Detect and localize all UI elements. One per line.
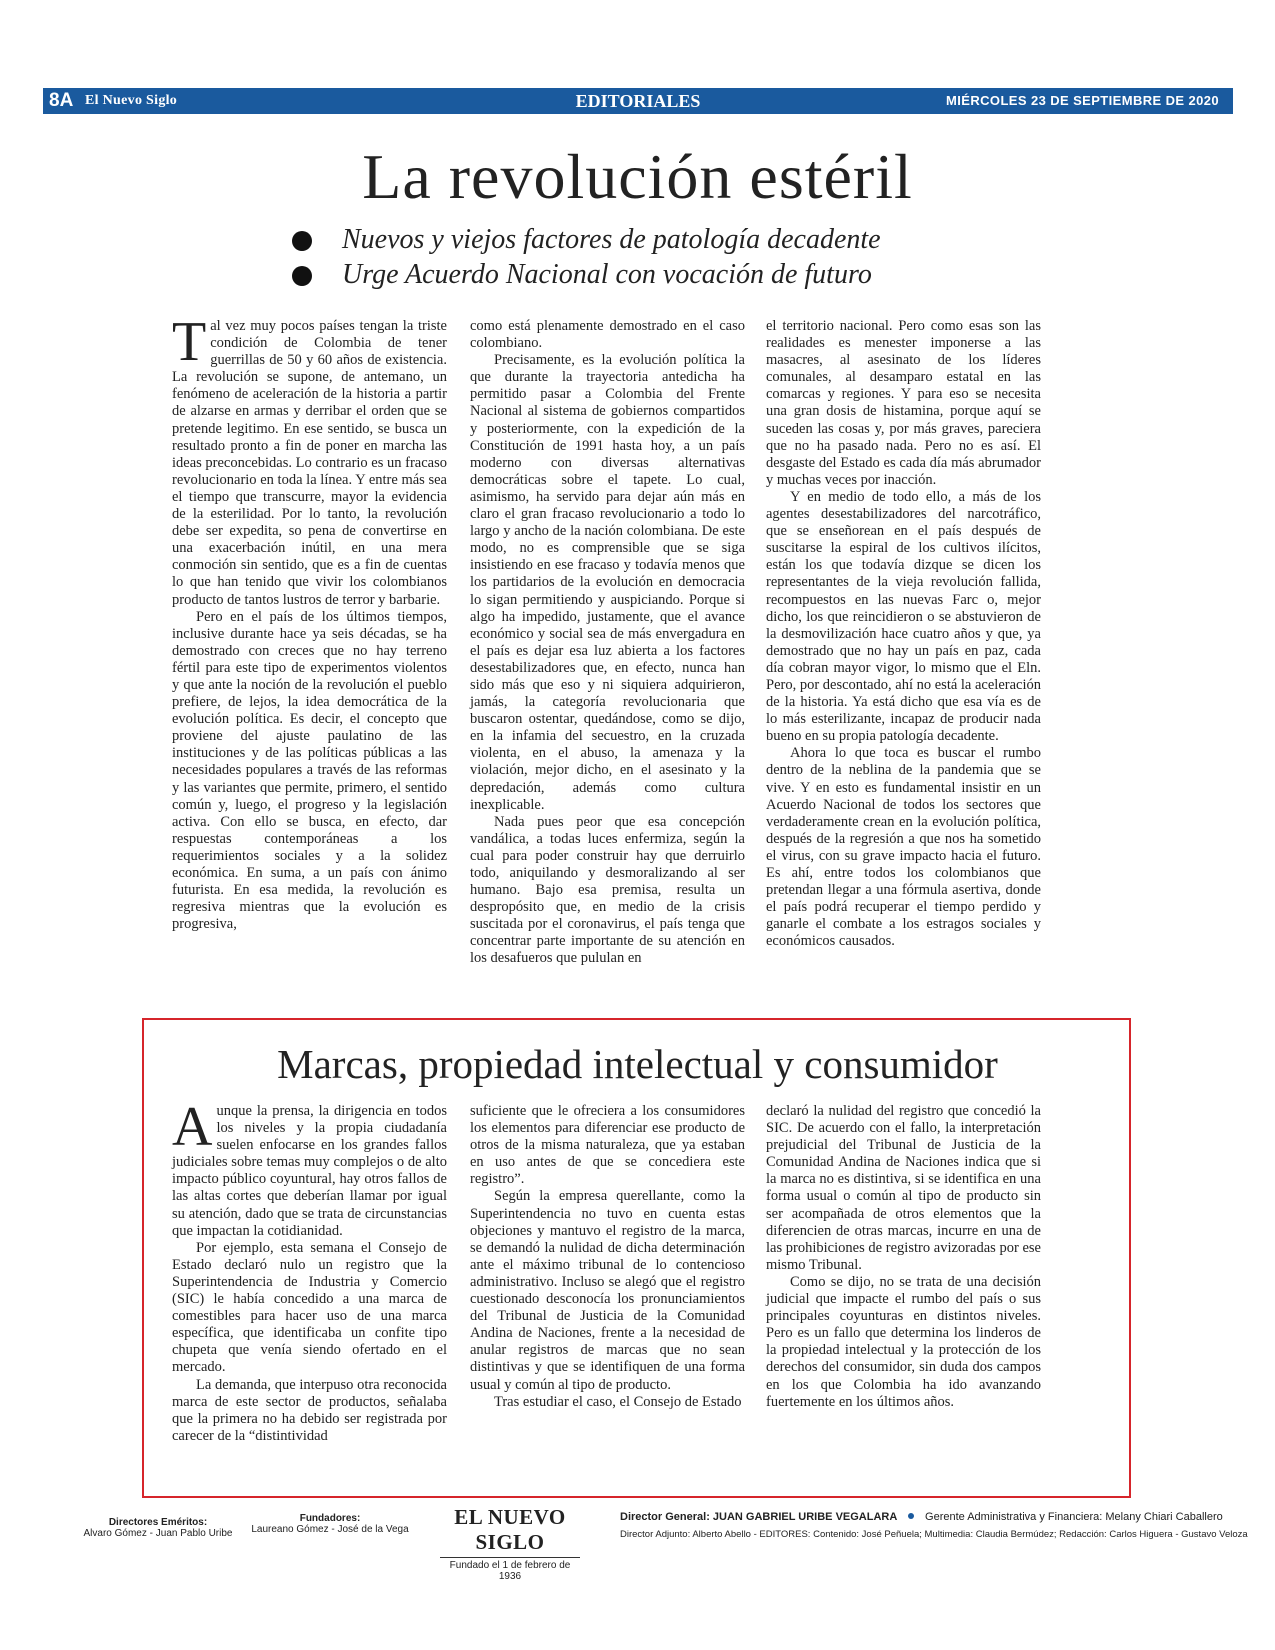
paragraph: Y en medio de todo ello, a más de los agentes desestabilizadores del narcotráfico, que se enseñorean en el país después de suscitarse la espiral de los cultivos ilícitos, están los que todavía dizque se dicen los representantes de la vieja revolución fallida, recompuestos en las nuevas Farc o, mejor dicho, los que reincidieron o se abstuvieron de la desmovilización hace cuatro años y que, ya demostrado que no hay un país en paz, cada día cobran mayor vigor, lo mismo que el Eln. Pero, por descontado, ahí no está la aceleración de la historia. Ya está dicho que esa vía es de lo más esterilizante, incapaz de producir nada bueno en su propia patología decadente. — [766, 488, 1041, 745]
paragraph: Precisamente, es la evolución política la que durante la trayectoria antedicha ha permitido pasar a Colombia del Frente Nacional al sistema de gobiernos compartidos y posteriormente, con la expedición de la Constitución de 1991 hasta hoy, a un país moderno con diversas alternativas democráticas sobre el tapete. Lo cual, asimismo, ha servido para dejar aún más en claro el gran fracaso revolucionario a todo lo largo y ancho de la nación colombiana. De este modo, no es comprensible que se siga insistiendo en ese fracaso y todavía menos que los partidarios de la evolución en democracia lo sigan permitiendo y auspiciando. Porque si algo ha impedido, justamente, que el avance económico y social sea de más envergadura en el país es dejar esa luz abierta a los factores desestabilizadores que, en efecto, nunca han sido más que eso y ni siquiera adquirieron, jamás, la categoría revolucionaria que buscaron ostentar, quedándose, como se dijo, en la infamia del secuestro, en la cruzada violenta, en el abuso, la amenaza y la violación, mejor dicho, en el asesinato y la depredación, además como cultura inexplicable. — [470, 352, 745, 813]
emeritos-block: Directores Eméritos: Alvaro Gómez - Juan Pablo Uribe — [83, 1517, 233, 1539]
fundadores-block: Fundadores: Laureano Gómez - José de la Vega — [251, 1513, 409, 1535]
paragraph: suficiente que le ofreciera a los consumidores los elementos para diferenciar ese producto de otros de la misma naturaleza, que ya estaban en uso antes de que se concediera este registro”. — [470, 1103, 745, 1188]
article-column — [470, 1103, 745, 1411]
issue-date: MIÉRCOLES 23 DE SEPTIEMBRE DE 2020 — [946, 93, 1219, 108]
director-line: Director General: JUAN GABRIEL URIBE VEGALARA Gerente Administrativa y Financiera: Melany Chiari Caballero — [620, 1511, 1223, 1523]
article-column — [470, 318, 745, 968]
paragraph: Nada pues peor que esa concepción vandálica, a todas luces enfermiza, según la cual para poder construir hay que derruirlo todo, aniquilando y desmoralizando al ser humano. Bajo esa premisa, resulta un despropósito que, en medio de la crisis suscitada por el coronavirus, el país tenga que concentrar parte importante de su atención en los desafueros que pululan en — [470, 813, 745, 967]
subtitle: Nuevos y viejos factores de patología decadente — [342, 224, 881, 256]
editorial-headline: La revolución estéril — [362, 141, 913, 212]
drop-cap: A — [172, 1096, 213, 1158]
article-column — [172, 311, 447, 933]
footer-logo: EL NUEVO SIGLO — [454, 1505, 566, 1554]
staff-line: Director Adjunto: Alberto Abello - EDITORES: Contenido: José Peñuela; Multimedia: Claudia Bermúdez; Redacción: Carlos Higuera - Gustavo Veloza — [620, 1529, 1248, 1540]
paragraph: Como se dijo, no se trata de una decisión judicial que impacte el rumbo del país o sus principales coyunturas en distintos niveles. Pero es un fallo que determina los linderos de la propiedad intelectual y la protección de los derechos del consumidor, sin duda dos campos en los que Colombia ha ido avanzando fuertemente en los últimos años. — [766, 1273, 1041, 1410]
footer-logo-block — [440, 1505, 580, 1582]
paragraph: declaró la nulidad del registro que concedió la SIC. De acuerdo con el fallo, la interpretación prejudicial del Tribunal de Justicia de la Comunidad Andina de Naciones indica que si la marca no es distintiva, si se identifica en una forma usual o común al tipo de producto sin ser acompañada de otros elementos que la diferencien de otras marcas, incurre en una de las prohibiciones de registro avizoradas por ese mismo Tribunal. — [766, 1103, 1041, 1273]
founded-date: Fundado el 1 de febrero de 1936 — [440, 1557, 580, 1582]
subtitle: Urge Acuerdo Nacional con vocación de futuro — [342, 259, 872, 291]
masthead-logo: El Nuevo Siglo — [85, 93, 178, 108]
paragraph: Aunque la prensa, la dirigencia en todos los niveles y la propia ciudadanía suelen enfocarse en los grandes fallos judiciales sobre temas muy complejos o de alto impacto público coyuntural, hay otros fallos de las altas cortes que deberían llamar por igual su atención, dado que se trata de circunstancias que impactan la cotidianidad. — [172, 1096, 447, 1239]
paragraph: como está plenamente demostrado en el caso colombiano. — [470, 318, 745, 352]
drop-cap: T — [172, 311, 207, 373]
paragraph: el territorio nacional. Pero como esas son las realidades es menester imponerse a las masacres, al asesinato de los líderes comunales, al desamparo estatal en las comarcas y regiones. Y para eso se necesita una gran dosis de histamina, porque aquí se suceden las cosas y, por más graves, pareciera que no ha pasado nada. Pero no es así. El desgaste del Estado es cada día más abrumador y muchas veces por inacción. — [766, 318, 1041, 488]
separator-dot-icon — [908, 1513, 914, 1519]
article-column — [172, 1096, 447, 1445]
paragraph: Tras estudiar el caso, el Consejo de Estado — [494, 1393, 742, 1410]
paragraph: Según la empresa querellante, como la Superintendencia no tuvo en cuenta estas objeciones y mantuvo el registro de la marca, se demandó la nulidad de dicha determinación ante el máximo tribunal de lo contencioso administrativo. Incluso se alegó que el registro cuestionado desconocía los pronunciamientos del Tribunal de Justicia de la Comunidad Andina de Naciones, frente a la necesidad de anular registros de marcas que no sean distintivas y que se identifiquen de una forma usual y común al tipo de producto. — [470, 1188, 745, 1393]
article-column — [766, 318, 1041, 950]
section-title: EDITORIALES — [575, 91, 701, 111]
article-column — [766, 1103, 1041, 1411]
paragraph: Ahora lo que toca es buscar el rumbo dentro de la neblina de la pandemia que se vive. Y en esto es fundamental insistir en un Acuerdo Nacional de todos los sectores que verdaderamente crean en la evolución política, después de la regresión a que nos ha sometido el virus, con su grave impacto hacia el futuro. Es ahí, entre todos los colombianos que pretendan llegar a una fórmula asertiva, donde el país podrá recuperar el tiempo perdido y ganarle el combate a los estragos sociales y económicos causados. — [766, 745, 1041, 950]
header-bar — [43, 88, 1233, 114]
paragraph: La demanda, que interpuso otra reconocida marca de este sector de productos, señalaba que la primera no ha debido ser registrada por carecer de la “distintividad — [172, 1376, 447, 1444]
page-number: 8A — [49, 90, 74, 111]
bullet-icon — [292, 266, 312, 286]
bullet-icon — [292, 231, 312, 251]
paragraph: Tal vez muy pocos países tengan la triste condición de Colombia de tener guerrillas de 50 y 60 años de existencia. La revolución se supone, de antemano, un fenómeno de aceleración de la historia a partir de alzarse en armas y derribar el orden que se pretende legitimo. En ese sentido, se busca un resultado pronto a fin de poner en marcha las ideas preconcebidas. Lo contrario es un fracaso revolucionario en toda la línea. Y entre más sea el tiempo que transcurre, mayor la evidencia de la esterilidad. Por lo tanto, la revolución debe ser expedita, so pena de convertirse en una exacerbación inútil, en una mera conmoción sin sentido, que es a fin de cuentas lo que han tenido que vivir los colombianos producto de tantos lustros de terror y barbarie. — [172, 311, 447, 608]
paragraph: Por ejemplo, esta semana el Consejo de Estado declaró nulo un registro que la Superintendencia de Industria y Comercio (SIC) le había concedido a una marca de comestibles para hacer uso de una marca específica, que identificaba un confite tipo chupeta que venía siendo ofertado en el mercado. — [172, 1239, 447, 1376]
paragraph: Pero en el país de los últimos tiempos, inclusive durante hace ya seis décadas, se ha demostrado con creces que no hay terreno fértil para este tipo de experimentos violentos y que ante la noción de la revolución el pueblo prefiere, de lejos, la idea democrática de la evolución política. Es decir, el concepto que proviene del ajuste paulatino de las instituciones y de las políticas públicas a las necesidades populares a través de las reformas y las variantes que permite, primero, el sentido común y, luego, el progreso y la legislación activa. Con ello se busca, en efecto, dar respuestas contemporáneas a los requerimientos sociales y a la solidez económica. En suma, a un país con ánimo futurista. En esa medida, la revolución es regresiva mientras que la evolución es progresiva, — [172, 608, 447, 933]
editorial-headline: Marcas, propiedad intelectual y consumidor — [277, 1041, 998, 1087]
